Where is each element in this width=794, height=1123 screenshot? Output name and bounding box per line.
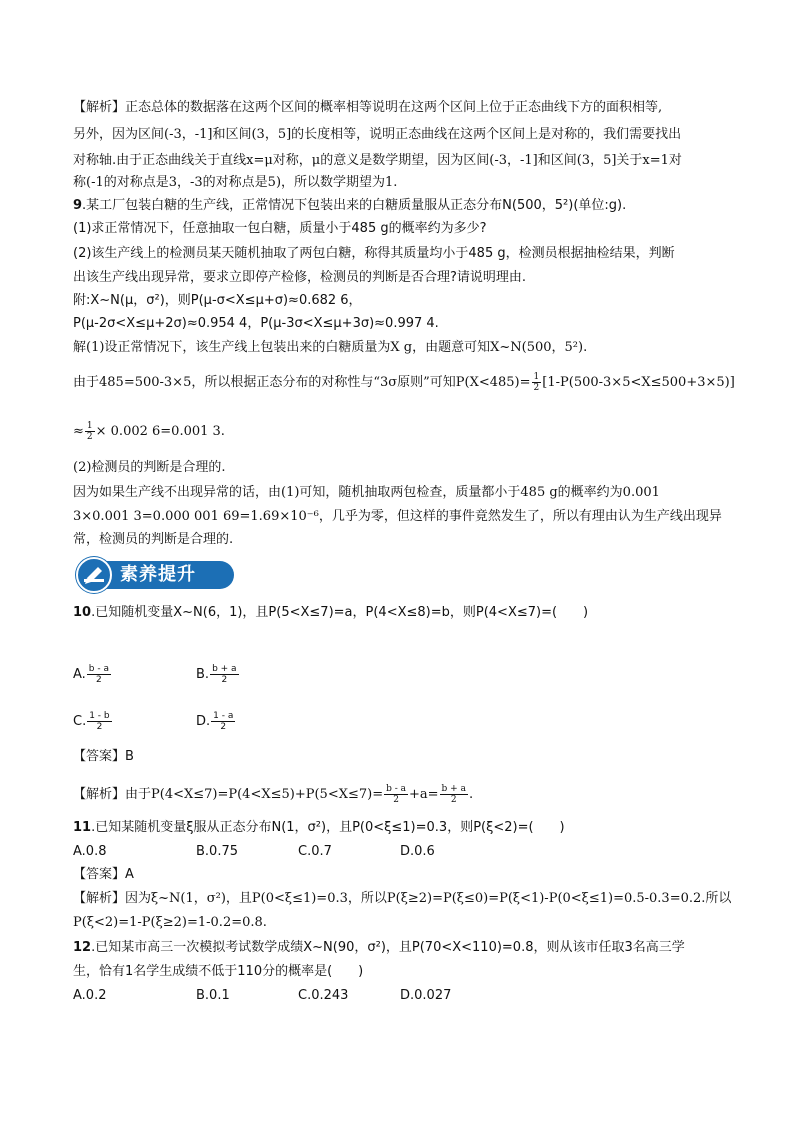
option-a: A.0.8 xyxy=(73,844,107,859)
answer-line: 【答案】B xyxy=(73,749,134,764)
question-number: 11 xyxy=(73,820,92,835)
solution-line: (2)检测员的判断是合理的. xyxy=(73,460,226,475)
option-d: D.0.6 xyxy=(400,844,435,859)
question-9-appendix: 附:X~N(μ，σ²)，则P(μ-σ<X≤μ+σ)≈0.682 6， xyxy=(73,293,362,308)
solution-line: 3×0.001 3=0.000 001 69=1.69×10⁻⁶，几乎为零，但这样的事件竟然发生了，所以有理由认为生产线出现异 xyxy=(73,509,722,524)
question-number: 9 xyxy=(73,198,83,213)
fraction xyxy=(532,372,542,393)
numerator: b - a xyxy=(386,784,406,794)
denominator: 2 xyxy=(86,432,93,442)
question-11-stem xyxy=(73,819,565,837)
pencil-icon xyxy=(76,557,112,593)
solution-text: 由于485=500-3×5，所以根据正态分布的对称性与“3σ原则”可知P(X<485)= xyxy=(73,375,531,390)
analysis-text: . xyxy=(468,787,474,802)
solution-line xyxy=(73,372,735,393)
question-10-stem xyxy=(73,604,588,622)
question-9-part2: (2)该生产线上的检测员某天随机抽取了两包白糖，称得其质量均小于485 g，检测员根据抽检结果，判断 xyxy=(73,246,675,261)
numerator: b - a xyxy=(88,664,109,674)
section-banner xyxy=(76,557,234,593)
question-9-stem xyxy=(73,197,626,215)
numerator: 1 - a xyxy=(213,711,234,721)
fraction xyxy=(440,784,468,805)
denominator: 2 xyxy=(221,675,228,685)
question-9-part2-cont: 出该生产线出现异常，要求立即停产检修，检测员的判断是否合理?请说明理由. xyxy=(73,270,527,285)
option-b: B.0.1 xyxy=(196,988,230,1003)
solution-line: 常，检测员的判断是合理的. xyxy=(73,532,234,547)
analysis-text: +a= xyxy=(409,787,439,802)
denominator: 2 xyxy=(393,795,399,805)
question-9-part1: (1)求正常情况下，任意抽取一包白糖，质量小于485 g的概率约为多少? xyxy=(73,221,487,236)
question-text: .某工厂包装白糖的生产线，正常情况下包装出来的白糖质量服从正态分布N(500，5²)(单位:g). xyxy=(82,198,627,213)
option-label: D. xyxy=(196,714,211,729)
question-number: 12 xyxy=(73,940,92,955)
denominator: 2 xyxy=(220,722,227,732)
fraction xyxy=(87,711,111,732)
banner-title: 素养提升 xyxy=(120,564,196,585)
question-number: 10 xyxy=(73,605,92,620)
option-label: A. xyxy=(73,667,86,682)
option-c: C.0.243 xyxy=(298,988,349,1003)
option-label: B. xyxy=(196,667,210,682)
analysis-line xyxy=(73,784,473,805)
analysis-text: 【解析】由于P(4<X≤7)=P(4<X≤5)+P(5<X≤7)= xyxy=(73,787,384,802)
analysis-line: 对称轴.由于正态曲线关于直线x=μ对称，μ的意义是数学期望，因为区间(-3，-1]和区间(3，5]关于x=1对 xyxy=(73,153,682,168)
fraction xyxy=(85,421,95,442)
numerator: 1 xyxy=(86,421,93,431)
solution-line: 解(1)设正常情况下，该生产线上包装出来的白糖质量为X g，由题意可知X~N(500，5²). xyxy=(73,340,588,355)
solution-line xyxy=(73,421,225,442)
analysis-line: P(ξ<2)=1-P(ξ≥2)=1-0.2=0.8. xyxy=(73,915,267,930)
option-d: D.0.027 xyxy=(400,988,452,1003)
denominator: 2 xyxy=(96,722,103,732)
fraction xyxy=(211,711,235,732)
denominator: 2 xyxy=(450,795,457,805)
analysis-line: 【解析】正态总体的数据落在这两个区间的概率相等说明在这两个区间上位于正态曲线下方的面积相等, xyxy=(73,100,663,115)
numerator: b + a xyxy=(212,664,237,674)
solution-text: ≈ xyxy=(73,424,84,439)
answer-line: 【答案】A xyxy=(73,867,134,882)
denominator: 2 xyxy=(96,675,102,685)
option-b xyxy=(196,664,240,685)
question-text: .已知某市高三一次模拟考试数学成绩X~N(90，σ²)，且P(70<X<110)=0.8，则从该市任取3名高三学 xyxy=(91,940,685,955)
question-12-stem-cont: 生，恰有1名学生成绩不低于110分的概率是( ) xyxy=(73,964,364,979)
option-c: C.0.7 xyxy=(298,844,332,859)
denominator: 2 xyxy=(533,383,540,393)
analysis-line: 称(-1的对称点是3，-3的对称点是5)，所以数学期望为1. xyxy=(73,175,398,190)
analysis-line: 另外，因为区间(-3，-1]和区间(3，5]的长度相等，说明正态曲线在这两个区间上是对称的，我们需要找出 xyxy=(73,127,682,142)
option-b: B.0.75 xyxy=(196,844,238,859)
numerator: b + a xyxy=(441,784,466,794)
question-12-stem xyxy=(73,939,685,957)
solution-text: [1-P(500-3×5<X≤500+3×5)] xyxy=(542,375,735,390)
fraction xyxy=(384,784,408,805)
question-text: .已知随机变量X~N(6，1)，且P(5<X≤7)=a，P(4<X≤8)=b，则P(4<X≤7)=( ) xyxy=(91,605,589,620)
numerator: 1 xyxy=(533,372,540,382)
option-a xyxy=(73,664,112,685)
solution-line: 因为如果生产线不出现异常的话，由(1)可知，随机抽取两包检查，质量都小于485 g的概率约为0.001 xyxy=(73,485,660,500)
numerator: 1 - b xyxy=(89,711,110,721)
analysis-line: 【解析】因为ξ~N(1，σ²)，且P(0<ξ≤1)=0.3，所以P(ξ≥2)=P(ξ≤0)=P(ξ<1)-P(0<ξ≤1)=0.5-0.3=0.2.所以 xyxy=(73,891,732,906)
question-9-appendix: P(μ-2σ<X≤μ+2σ)≈0.954 4，P(μ-3σ<X≤μ+3σ)≈0.997 4. xyxy=(73,316,439,331)
fraction xyxy=(210,664,239,685)
fraction xyxy=(87,664,111,685)
question-text: .已知某随机变量ξ服从正态分布N(1，σ²)，且P(0<ξ≤1)=0.3，则P(ξ<2)=( ) xyxy=(91,820,565,835)
option-d xyxy=(196,711,236,732)
option-a: A.0.2 xyxy=(73,988,107,1003)
option-label: C. xyxy=(73,714,87,729)
option-c xyxy=(73,711,113,732)
solution-text: × 0.002 6=0.001 3. xyxy=(95,424,225,439)
